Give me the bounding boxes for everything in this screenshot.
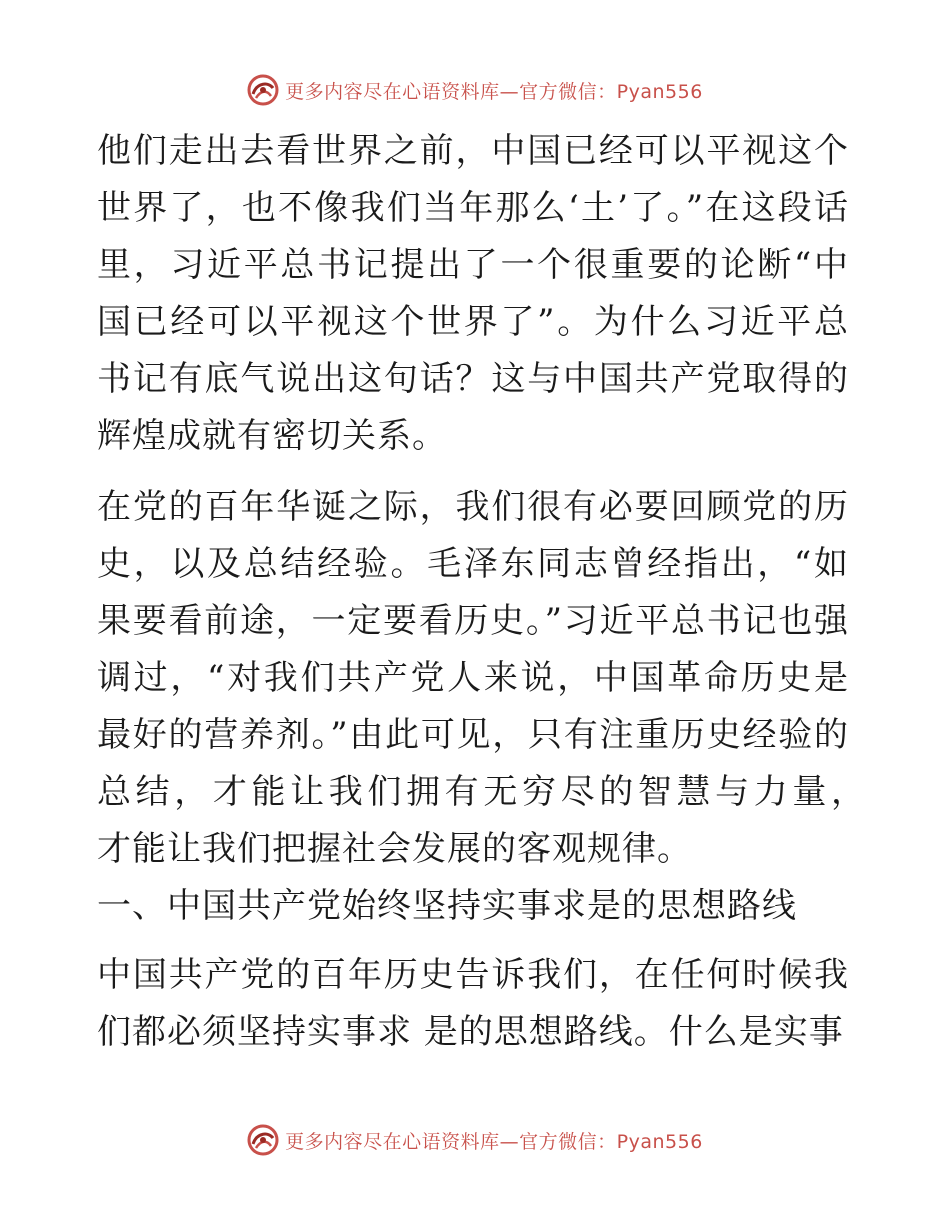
footer-banner-text: 更多内容尽在心语资料库—官方微信：Pyan556 xyxy=(285,1130,703,1153)
red-swirl-logo-icon xyxy=(247,1124,279,1156)
section-heading: 一、中国共产党始终坚持实事求是的思想路线 xyxy=(97,886,797,926)
document-body xyxy=(97,123,884,1061)
header-banner xyxy=(0,70,950,110)
paragraph-3: 中国共产党的百年历史告诉我们，在任何时候我们都必须坚持实事求 是的思想路线。什么是实事 xyxy=(97,955,849,1052)
red-swirl-logo-icon xyxy=(247,74,279,106)
paragraph-1: 他们走出去看世界之前，中国已经可以平视这个世界了，也不像我们当年那么‘土’了。”在这段话里，习近平总书记提出了一个很重要的论断“中国已经可以平视这个世界了”。为什么习近平总书记有底气说出这句话？这与中国共产党取得的辉煌成就有密切关系。 xyxy=(97,131,849,456)
footer-banner xyxy=(0,1120,950,1160)
paragraph-2: 在党的百年华诞之际，我们很有必要回顾党的历史，以及总结经验。毛泽东同志曾经指出，“如果要看前途，一定要看历史。”习近平总书记也强调过，“对我们共产党人来说，中国革命历史是最好的营养剂。”由此可见，只有注重历史经验的总结，才能让我们拥有无穷尽的智慧与力量， 才能让我们把握社会发展的客观规律。 xyxy=(97,487,884,869)
header-banner-text: 更多内容尽在心语资料库—官方微信：Pyan556 xyxy=(285,80,703,103)
